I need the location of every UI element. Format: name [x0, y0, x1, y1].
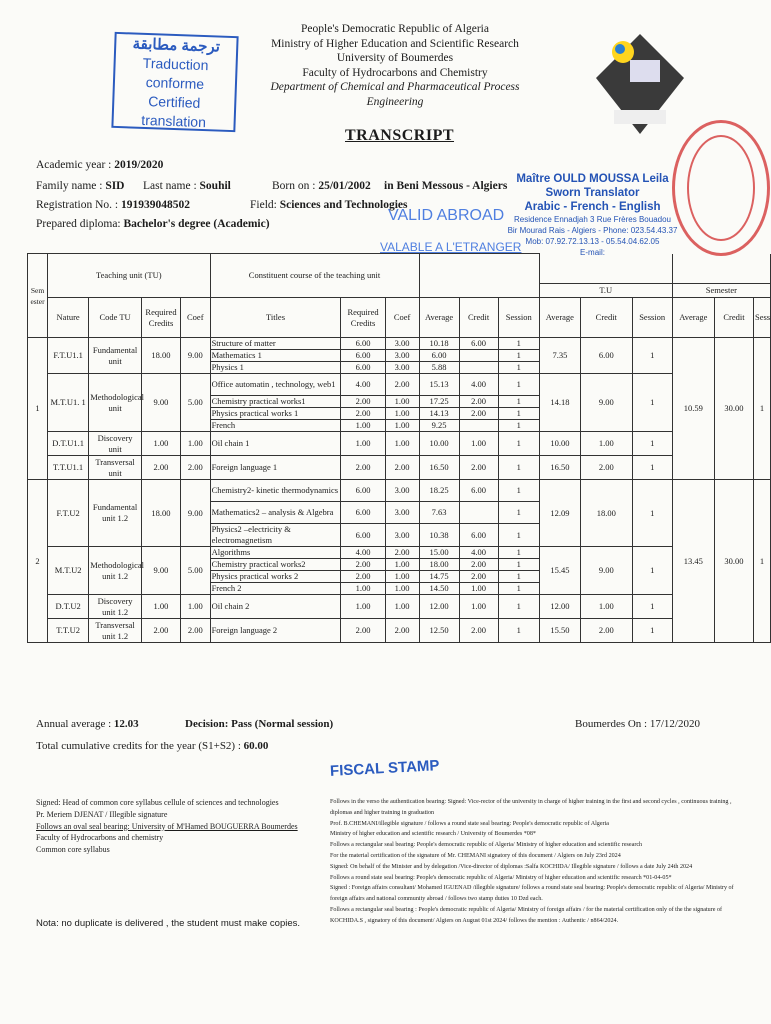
unit-coef-cell: 9.00 — [181, 480, 211, 547]
translator-address-phone: Bir Mourad Rais - Algiers - Phone: 023.54.43.37 — [507, 226, 678, 235]
course-required-credits-cell: 2.00 — [341, 571, 385, 583]
annual-average: Annual average : 12.03 — [36, 718, 139, 730]
note-line: Follows a rectangular seal bearing: People's democratic republic of Algeria/ Ministry of higher education and scientific research — [330, 842, 643, 849]
course-session-cell: 1 — [498, 595, 539, 619]
header-blank — [419, 254, 539, 298]
course-row — [28, 547, 771, 559]
course-coef-cell: 3.00 — [385, 524, 419, 547]
col-course-required-credits: Required Credits — [341, 298, 385, 338]
note-line: diplomas and higher training in graduation — [330, 809, 435, 816]
semester-average-cell: 10.59 — [672, 338, 714, 480]
course-average-cell: 15.00 — [419, 547, 459, 559]
semester-number-cell: 2 — [28, 480, 48, 643]
header-line: Ministry of Higher Education and Scientific Research — [271, 37, 519, 50]
header-semester-group: Semester — [672, 284, 770, 298]
unit-session-cell: 1 — [632, 547, 672, 595]
family-name: Family name : SID — [36, 180, 125, 192]
unit-session-cell: 1 — [632, 432, 672, 456]
university-logo-icon — [590, 30, 690, 140]
unit-code-cell: Methodological unit — [89, 374, 142, 432]
course-credit-cell: 6.00 — [459, 480, 498, 502]
course-average-cell: 15.13 — [419, 374, 459, 396]
course-required-credits-cell: 6.00 — [341, 362, 385, 374]
note-line: Prof. B.CHEMANI/illegible signature / follows a round state seal bearing: People's democratic republic of Algeria — [330, 820, 609, 827]
course-coef-cell: 2.00 — [385, 456, 419, 480]
course-title-cell: Physics practical works 2 — [210, 571, 341, 583]
document-title: TRANSCRIPT — [345, 127, 455, 144]
translator-email: E-mail: — [580, 248, 605, 257]
note-line: Signed : Foreign affairs consultant/ Mohamed IGUENAD /illegible signature/ follows a round state seal bearing: People's democratic republic of Algeria/ Ministry of — [330, 885, 734, 892]
course-title-cell: Physics practical works 1 — [210, 408, 341, 420]
unit-average-cell: 10.00 — [539, 432, 580, 456]
authentication-notes — [330, 797, 760, 927]
unit-required-credits-cell: 1.00 — [141, 432, 180, 456]
course-title-cell: Chemistry2- kinetic thermodynamics — [210, 480, 341, 502]
signed-line: Faculty of Hydrocarbons and chemistry — [36, 833, 164, 843]
unit-average-cell: 15.50 — [539, 619, 580, 643]
course-title-cell: Physics2 –electricity & electromagnetism — [210, 524, 341, 547]
course-credit-cell: 4.00 — [459, 547, 498, 559]
unit-required-credits-cell: 2.00 — [141, 619, 180, 643]
course-session-cell: 1 — [498, 547, 539, 559]
header-line: People's Democratic Republic of Algeria — [301, 23, 489, 35]
signed-line: Pr. Meriem DJENAT / Illegible signature — [36, 809, 168, 819]
course-session-cell: 1 — [498, 338, 539, 350]
course-session-cell: 1 — [498, 374, 539, 396]
course-title-cell: Structure of matter — [210, 338, 341, 350]
unit-credit-cell: 18.00 — [580, 480, 632, 547]
course-coef-cell: 3.00 — [385, 480, 419, 502]
document-header — [250, 22, 540, 110]
stamp-line-1: Traduction conforme — [142, 54, 209, 93]
course-required-credits-cell: 2.00 — [341, 456, 385, 480]
decision: Decision: Pass (Normal session) — [185, 718, 334, 730]
course-session-cell: 1 — [498, 502, 539, 524]
header-constituent-course: Constituent course of the teaching unit — [210, 254, 419, 298]
unit-coef-cell: 5.00 — [181, 374, 211, 432]
course-average-cell: 10.38 — [419, 524, 459, 547]
unit-required-credits-cell: 18.00 — [141, 338, 180, 374]
unit-coef-cell: 5.00 — [181, 547, 211, 595]
translator-address: Residence Ennadjah 3 Rue Frères Bouadou — [514, 215, 671, 224]
course-required-credits-cell: 6.00 — [341, 524, 385, 547]
unit-coef-cell: 2.00 — [181, 456, 211, 480]
course-session-cell: 1 — [498, 432, 539, 456]
signed-line: Follows an oval seal bearing: University of M'Hamed BOUGUERRA Boumerdes — [36, 821, 298, 831]
unit-nature-cell: D.T.U1.1 — [48, 432, 89, 456]
course-session-cell: 1 — [498, 571, 539, 583]
unit-code-cell: Fundamental unit 1.2 — [89, 480, 142, 547]
col-course-coef: Coef — [385, 298, 419, 338]
course-session-cell: 1 — [498, 480, 539, 502]
col-titles: Titles — [210, 298, 341, 338]
unit-nature-cell: T.T.U1.1 — [48, 456, 89, 480]
unit-session-cell: 1 — [632, 338, 672, 374]
unit-nature-cell: M.T.U1. 1 — [48, 374, 89, 432]
course-average-cell: 14.50 — [419, 583, 459, 595]
note-line: Follows a rectangular seal bearing : People's democratic republic of Algeria/ Ministry of foreign affairs / for the material certification only of the the signature of — [330, 906, 723, 913]
header-blank-semester — [672, 254, 770, 284]
note-line: Signed: On behalf of the Minister and by delegation /Vice-director of diplomas :Salfa KOCHIDA/ Illegible signature / follows a date July 24th 2024 — [330, 863, 693, 870]
note-line: Follows a round state seal bearing: People's democratic republic of Algeria/ Ministry of higher education and scientific research *01-04-05* — [330, 874, 672, 881]
unit-credit-cell: 1.00 — [580, 432, 632, 456]
course-credit-cell: 1.00 — [459, 583, 498, 595]
unit-nature-cell: T.T.U2 — [48, 619, 89, 643]
course-credit-cell: 4.00 — [459, 374, 498, 396]
last-name: Last name : Souhil — [143, 180, 231, 192]
transcript-table — [27, 253, 771, 643]
col-required-credits: Required Credits — [141, 298, 180, 338]
unit-code-cell: Transversal unit 1.2 — [89, 619, 142, 643]
semester-credit-cell: 30.00 — [714, 338, 753, 480]
unit-nature-cell: D.T.U2 — [48, 595, 89, 619]
translator-mobile: Mob: 07.92.72.13.13 - 05.54.04.62.05 — [525, 237, 660, 246]
translator-title: Sworn Translator — [545, 187, 640, 199]
unit-code-cell: Discovery unit — [89, 432, 142, 456]
unit-required-credits-cell: 1.00 — [141, 595, 180, 619]
unit-credit-cell: 6.00 — [580, 338, 632, 374]
course-credit-cell — [459, 350, 498, 362]
unit-coef-cell: 9.00 — [181, 338, 211, 374]
course-average-cell: 9.25 — [419, 420, 459, 432]
unit-required-credits-cell: 9.00 — [141, 547, 180, 595]
course-coef-cell: 2.00 — [385, 547, 419, 559]
course-title-cell: Oil chain 2 — [210, 595, 341, 619]
course-coef-cell: 1.00 — [385, 583, 419, 595]
course-required-credits-cell: 6.00 — [341, 338, 385, 350]
course-coef-cell: 3.00 — [385, 350, 419, 362]
course-title-cell: French 2 — [210, 583, 341, 595]
course-required-credits-cell: 4.00 — [341, 547, 385, 559]
course-coef-cell: 2.00 — [385, 619, 419, 643]
unit-credit-cell: 9.00 — [580, 374, 632, 432]
no-duplicate-note: Nota: no duplicate is delivered , the student must make copies. — [36, 918, 301, 929]
course-required-credits-cell: 6.00 — [341, 480, 385, 502]
course-required-credits-cell: 6.00 — [341, 350, 385, 362]
department-line: Department of Chemical and Pharmaceutical Process Engineering — [270, 81, 520, 108]
semester-session-cell: 1 — [754, 338, 771, 480]
stamp-arabic-text: ترجمة مطابقة — [132, 35, 221, 56]
semester-credit-cell: 30.00 — [714, 480, 753, 643]
course-title-cell: French — [210, 420, 341, 432]
course-coef-cell: 1.00 — [385, 396, 419, 408]
unit-code-cell: Transversal unit — [89, 456, 142, 480]
total-cumulative-credits: Total cumulative credits for the year (S1+S2) : 60.00 — [36, 740, 269, 752]
unit-credit-cell: 1.00 — [580, 595, 632, 619]
course-required-credits-cell: 1.00 — [341, 583, 385, 595]
unit-session-cell: 1 — [632, 480, 672, 547]
signature-block — [36, 797, 306, 856]
course-credit-cell: 2.00 — [459, 456, 498, 480]
course-credit-cell: 2.00 — [459, 396, 498, 408]
note-line: Ministry of higher education and scientific research / University of Boumerdes *08* — [330, 831, 536, 838]
course-required-credits-cell: 2.00 — [341, 408, 385, 420]
col-subject-session: Session — [498, 298, 539, 338]
col-subject-average: Average — [419, 298, 459, 338]
course-title-cell: Chemistry practical works1 — [210, 396, 341, 408]
course-average-cell: 5.88 — [419, 362, 459, 374]
course-title-cell: Algorithms — [210, 547, 341, 559]
course-average-cell: 17.25 — [419, 396, 459, 408]
course-row — [28, 480, 771, 502]
note-line: KOCHIDA.S , signatory of this document/ Algiers on August 01st 2024/ follows the mention : Authentic / n864/2024. — [330, 917, 619, 924]
unit-required-credits-cell: 18.00 — [141, 480, 180, 547]
col-nature: Nature — [48, 298, 89, 338]
unit-code-cell: Methodological unit 1.2 — [89, 547, 142, 595]
col-tu-credit: Credit — [580, 298, 632, 338]
course-credit-cell: 1.00 — [459, 595, 498, 619]
course-required-credits-cell: 1.00 — [341, 595, 385, 619]
course-session-cell: 1 — [498, 362, 539, 374]
unit-average-cell: 12.09 — [539, 480, 580, 547]
course-coef-cell: 1.00 — [385, 432, 419, 456]
unit-coef-cell: 1.00 — [181, 595, 211, 619]
prepared-diploma: Prepared diploma: Bachelor's degree (Academic) — [36, 218, 270, 230]
note-line: Follows in the verso the authentication bearing: Signed: Vice-rector of the university in charge of higher training in the first and second cycles , continuous training , — [330, 799, 732, 805]
unit-session-cell: 1 — [632, 374, 672, 432]
course-title-cell: Mathematics2 – analysis & Algebra — [210, 502, 341, 524]
col-semester-credit: Credit — [714, 298, 753, 338]
course-required-credits-cell: 2.00 — [341, 559, 385, 571]
unit-required-credits-cell: 2.00 — [141, 456, 180, 480]
unit-average-cell: 15.45 — [539, 547, 580, 595]
translator-languages: Arabic - French - English — [524, 201, 661, 213]
course-coef-cell: 1.00 — [385, 408, 419, 420]
col-semester-average: Average — [672, 298, 714, 338]
col-tu-session: Session — [632, 298, 672, 338]
col-semester-session: Sess — [754, 298, 771, 338]
course-required-credits-cell: 2.00 — [341, 619, 385, 643]
unit-average-cell: 12.00 — [539, 595, 580, 619]
course-credit-cell: 6.00 — [459, 524, 498, 547]
birth-date: Born on : 25/01/2002 — [272, 180, 371, 192]
course-row — [28, 374, 771, 396]
unit-code-cell: Discovery unit 1.2 — [89, 595, 142, 619]
unit-average-cell: 7.35 — [539, 338, 580, 374]
academic-year: Academic year : 2019/2020 — [36, 159, 164, 171]
course-row — [28, 432, 771, 456]
course-row — [28, 456, 771, 480]
unit-session-cell: 1 — [632, 595, 672, 619]
course-coef-cell: 1.00 — [385, 420, 419, 432]
valid-abroad-stamp: VALID ABROAD — [388, 207, 505, 224]
header-line: University of Boumerdes — [336, 52, 454, 65]
course-average-cell: 10.18 — [419, 338, 459, 350]
registration-number: Registration No. : 191939048502 — [36, 199, 190, 211]
course-credit-cell: 2.00 — [459, 408, 498, 420]
unit-session-cell: 1 — [632, 619, 672, 643]
course-title-cell: Office automatin , technology, web1 — [210, 374, 341, 396]
course-coef-cell: 1.00 — [385, 559, 419, 571]
course-row — [28, 595, 771, 619]
semester-session-cell: 1 — [754, 480, 771, 643]
course-required-credits-cell: 1.00 — [341, 420, 385, 432]
course-session-cell: 1 — [498, 583, 539, 595]
course-credit-cell — [459, 362, 498, 374]
fiscal-stamp-label: FISCAL STAMP — [329, 757, 440, 780]
course-coef-cell: 3.00 — [385, 502, 419, 524]
course-average-cell: 10.00 — [419, 432, 459, 456]
course-credit-cell: 2.00 — [459, 619, 498, 643]
course-title-cell: Oil chain 1 — [210, 432, 341, 456]
translator-name: Maître OULD MOUSSA Leila — [516, 173, 669, 185]
course-session-cell: 1 — [498, 619, 539, 643]
course-average-cell: 14.13 — [419, 408, 459, 420]
course-required-credits-cell: 4.00 — [341, 374, 385, 396]
unit-average-cell: 16.50 — [539, 456, 580, 480]
note-line: For the material certification of the signature of Mr. CHEMANI signatory of this document / Algiers on July 23rd 2024 — [330, 852, 621, 859]
field-of-study: Field: Sciences and Technologies — [250, 199, 408, 211]
course-average-cell: 14.75 — [419, 571, 459, 583]
unit-credit-cell: 2.00 — [580, 619, 632, 643]
course-title-cell: Physics 1 — [210, 362, 341, 374]
course-average-cell: 18.00 — [419, 559, 459, 571]
course-average-cell: 16.50 — [419, 456, 459, 480]
semester-average-cell: 13.45 — [672, 480, 714, 643]
course-credit-cell: 1.00 — [459, 432, 498, 456]
stamp-line-2: Certified translation — [141, 93, 207, 131]
semester-number-cell: 1 — [28, 338, 48, 480]
course-required-credits-cell: 1.00 — [341, 432, 385, 456]
course-title-cell: Chemistry practical works2 — [210, 559, 341, 571]
unit-coef-cell: 1.00 — [181, 432, 211, 456]
col-subject-credit: Credit — [459, 298, 498, 338]
course-required-credits-cell: 6.00 — [341, 502, 385, 524]
unit-credit-cell: 2.00 — [580, 456, 632, 480]
place-and-date: Boumerdes On : 17/12/2020 — [575, 718, 700, 730]
course-average-cell: 18.25 — [419, 480, 459, 502]
col-coef: Coef — [181, 298, 211, 338]
course-coef-cell: 1.00 — [385, 595, 419, 619]
signed-line: Signed: Head of common core syllabus cellule of sciences and technologies — [36, 798, 279, 807]
red-round-seal — [672, 120, 770, 256]
unit-code-cell: Fundamental unit — [89, 338, 142, 374]
course-session-cell: 1 — [498, 559, 539, 571]
course-credit-cell — [459, 502, 498, 524]
course-coef-cell: 2.00 — [385, 374, 419, 396]
certified-translation-stamp — [111, 32, 238, 132]
course-average-cell: 12.00 — [419, 595, 459, 619]
header-line: Faculty of Hydrocarbons and Chemistry — [302, 66, 488, 79]
col-tu-average: Average — [539, 298, 580, 338]
course-session-cell: 1 — [498, 524, 539, 547]
unit-coef-cell: 2.00 — [181, 619, 211, 643]
note-line: foreign affairs and national community abroad / follows two stamp duties 10 Dzd each. — [330, 896, 543, 903]
valable-etranger-stamp: VALABLE A L'ETRANGER — [380, 240, 522, 254]
unit-credit-cell: 9.00 — [580, 547, 632, 595]
unit-session-cell: 1 — [632, 456, 672, 480]
course-title-cell: Foreign language 2 — [210, 619, 341, 643]
course-average-cell: 6.00 — [419, 350, 459, 362]
unit-nature-cell: F.T.U2 — [48, 480, 89, 547]
course-credit-cell: 2.00 — [459, 571, 498, 583]
course-average-cell: 12.50 — [419, 619, 459, 643]
unit-nature-cell: M.T.U2 — [48, 547, 89, 595]
course-session-cell: 1 — [498, 456, 539, 480]
course-credit-cell — [459, 420, 498, 432]
course-average-cell: 7.63 — [419, 502, 459, 524]
unit-average-cell: 14.18 — [539, 374, 580, 432]
birth-place: in Beni Messous - Algiers — [384, 180, 508, 192]
course-coef-cell: 3.00 — [385, 338, 419, 350]
course-session-cell: 1 — [498, 396, 539, 408]
header-teaching-unit: Teaching unit (TU) — [48, 254, 211, 298]
course-required-credits-cell: 2.00 — [341, 396, 385, 408]
course-session-cell: 1 — [498, 408, 539, 420]
course-row — [28, 338, 771, 350]
course-session-cell: 1 — [498, 420, 539, 432]
course-credit-cell: 2.00 — [459, 559, 498, 571]
header-tu: T.U — [539, 284, 672, 298]
unit-nature-cell: F.T.U1.1 — [48, 338, 89, 374]
header-semester: Sem ester — [28, 254, 48, 338]
header-blank-tu — [539, 254, 672, 284]
course-title-cell: Foreign language 1 — [210, 456, 341, 480]
course-title-cell: Mathematics 1 — [210, 350, 341, 362]
course-coef-cell: 3.00 — [385, 362, 419, 374]
course-session-cell: 1 — [498, 350, 539, 362]
course-credit-cell: 6.00 — [459, 338, 498, 350]
course-coef-cell: 1.00 — [385, 571, 419, 583]
signed-line: Common core syllabus — [36, 845, 110, 855]
unit-required-credits-cell: 9.00 — [141, 374, 180, 432]
translator-stamp — [505, 172, 680, 258]
course-row — [28, 619, 771, 643]
col-code-tu: Code TU — [89, 298, 142, 338]
